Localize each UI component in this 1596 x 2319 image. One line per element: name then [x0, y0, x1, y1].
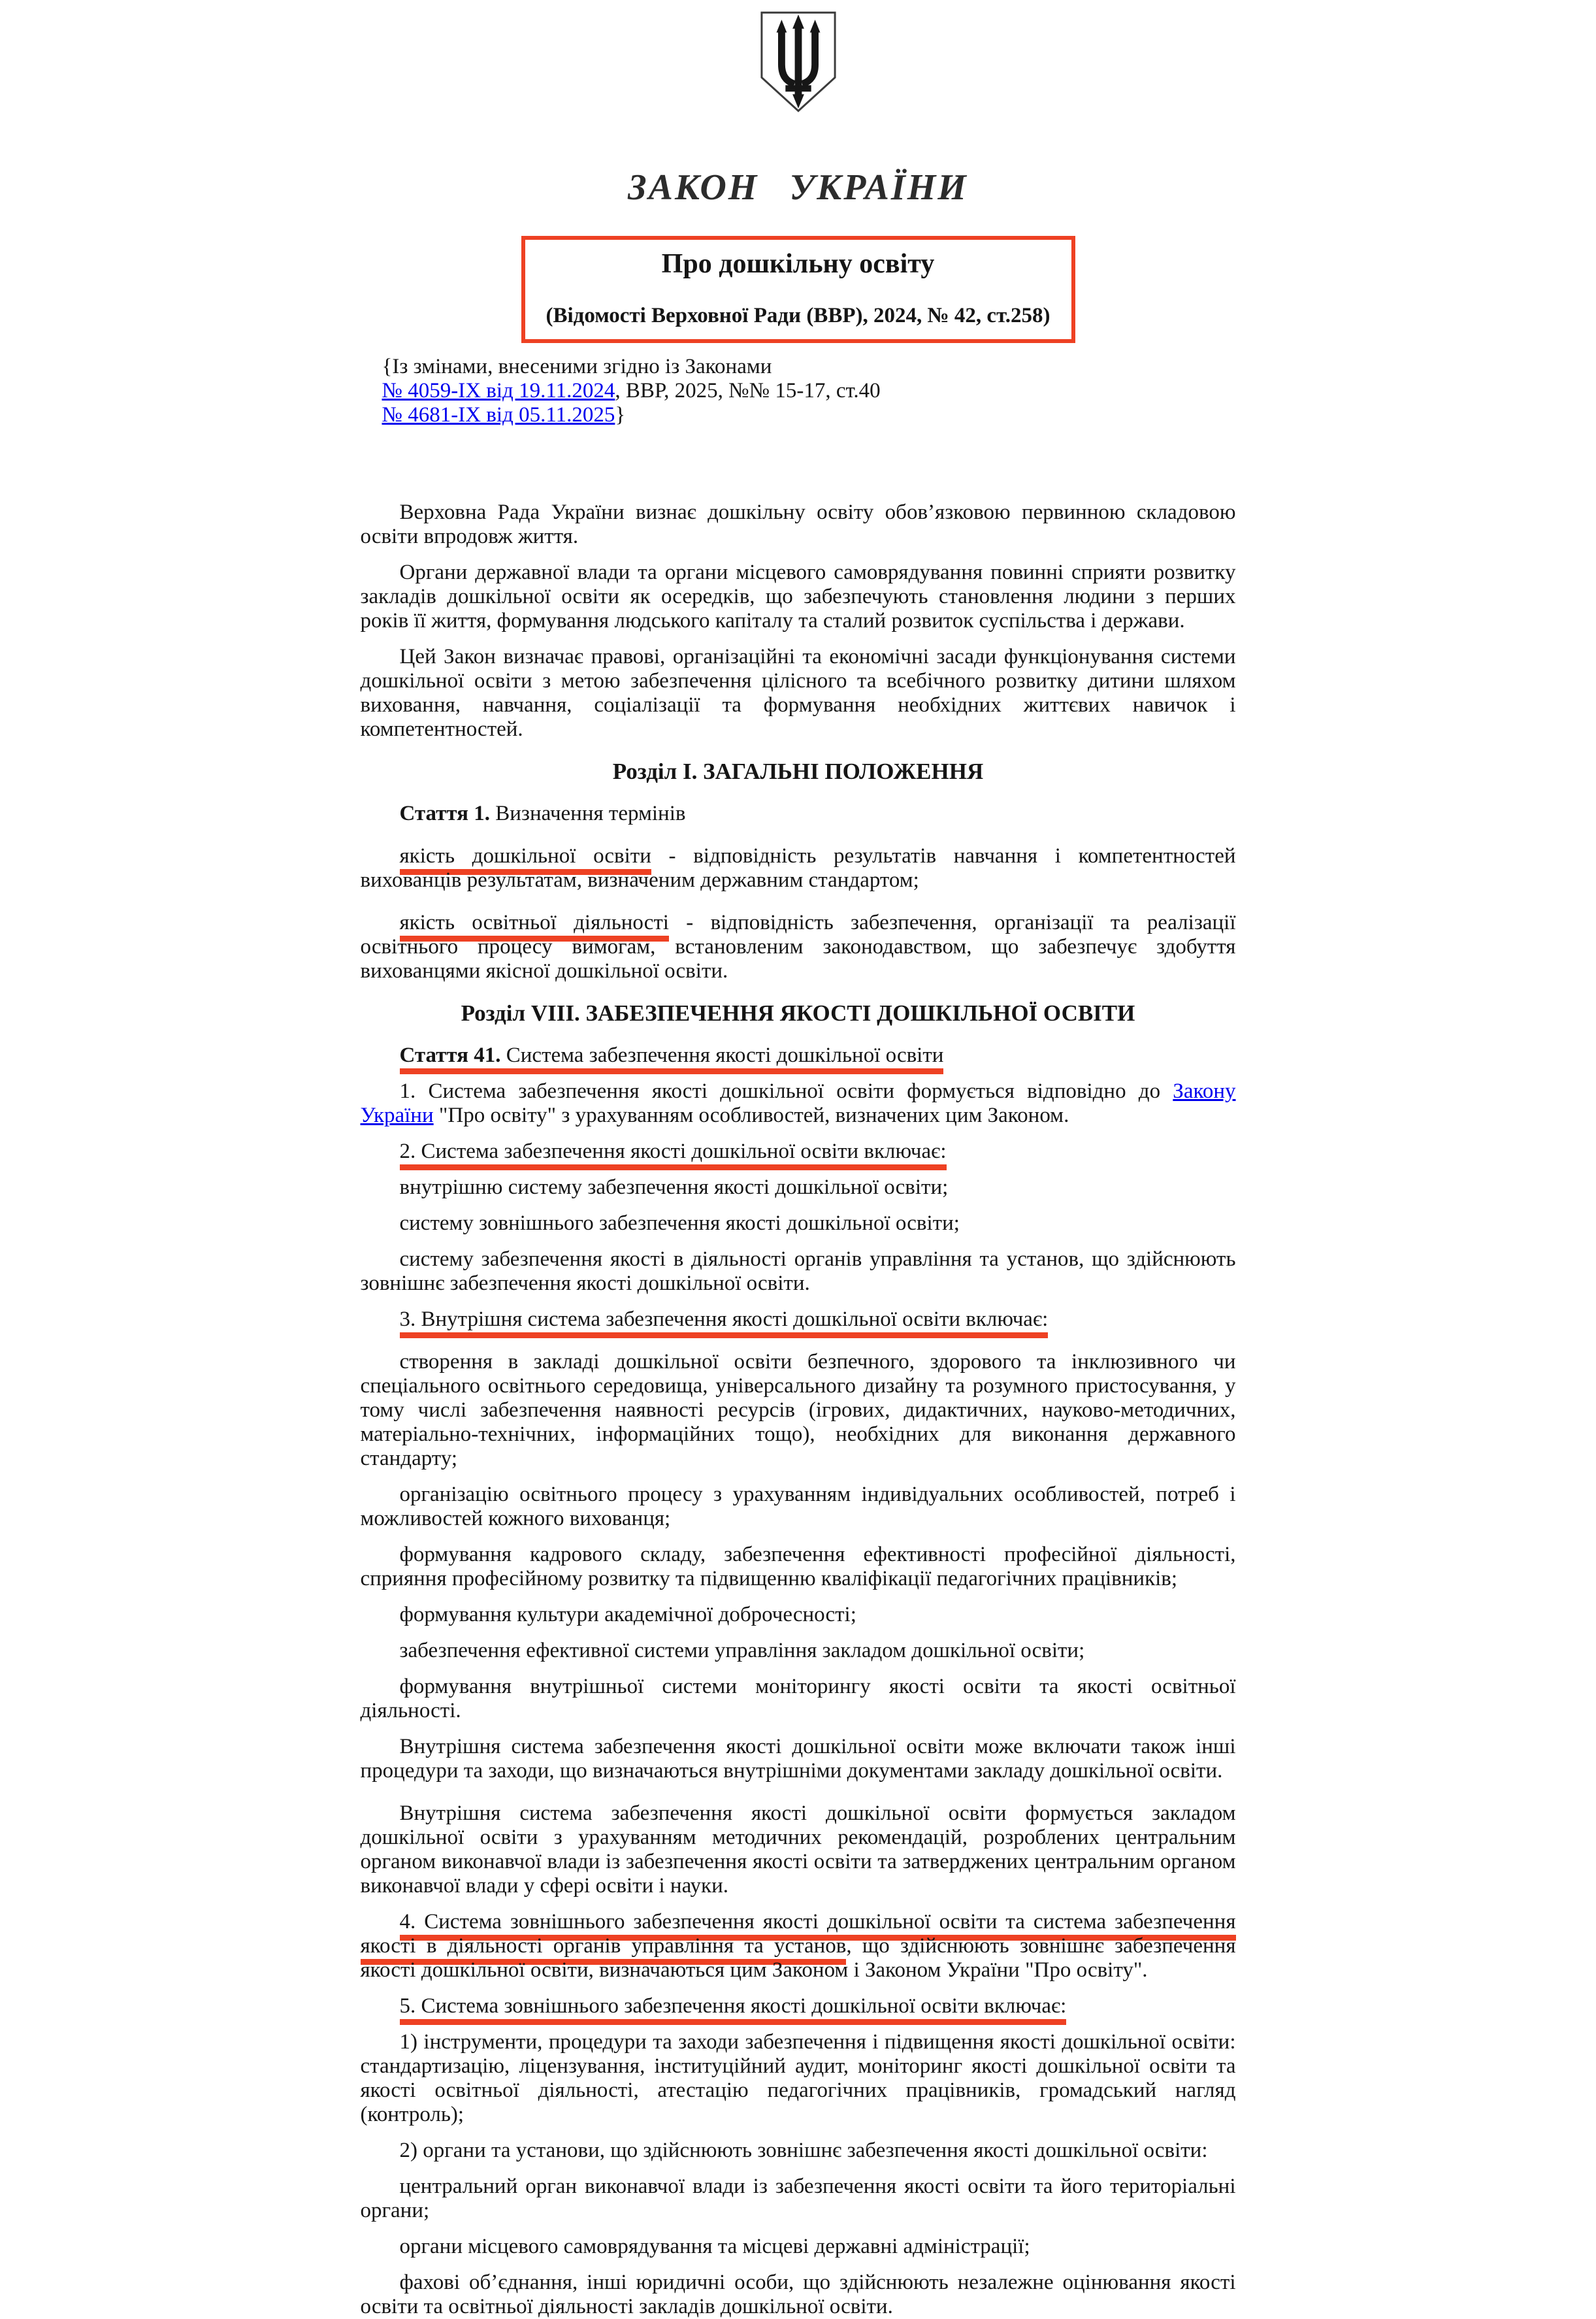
list-item: органи місцевого самоврядування та місцеві державні адміністрації;: [399, 2235, 1030, 2258]
preamble-paragraph-1: Верховна Рада України визнає дошкільну освіту обов’язковою первинною складовою освіти впродовж життя.: [360, 501, 1236, 548]
list-item: формування внутрішньої системи моніторингу якості освіти та якості освітньої діяльності.: [360, 1675, 1236, 1722]
list-item: фахові об’єднання, інші юридичні особи, що здійснюють незалежне оцінювання якості освіти та освітньої діяльності закладів дошкільної освіти.: [360, 2271, 1236, 2318]
amendment-law-rest-2: }: [615, 403, 626, 427]
article-41-paragraph-6: [361, 1910, 1236, 1982]
red-underline-annotation: 4. Система зовнішнього забезпечення якості дошкільної освіти та система забезпечення: [400, 1910, 1236, 1941]
red-underline-annotation: 5. Система зовнішнього забезпечення якості дошкільної освіти включає:: [400, 1994, 1067, 2025]
coat-of-arms: [361, 10, 1236, 120]
list-item: систему забезпечення якості в діяльності органів управління та установ, що здійснюють зовнішнє забезпечення якості дошкільної освіти.: [360, 1247, 1236, 1295]
definition-2-text: - відповідність забезпечення, організації та реалізації освітнього процесу вимогам, встановленим законодавством, що забезпечує здобуття вихованцями якісної дошкільної освіти.: [360, 911, 1236, 983]
article-41-paragraph-4: Внутрішня система забезпечення якості дошкільної освіти може включати також інші процедури та заходи, що визначаються внутрішніми документами закладу дошкільної освіти.: [360, 1735, 1236, 1783]
amendments-intro: {Із змінами, внесеними згідно із Законами: [382, 355, 772, 378]
paragraph-text: 1. Система забезпечення якості дошкільної освіти формується відповідно до: [399, 1079, 1173, 1103]
list-item: 2) органи та установи, що здійснюють зовнішнє забезпечення якості дошкільної освіти:: [399, 2139, 1208, 2162]
list-item: організацію освітнього процесу з урахуванням індивідуальних особливостей, потреб і можливостей кожного вихованця;: [360, 1483, 1236, 1530]
paragraph-text: , що здійснюють зовнішнє забезпечення якості дошкільної освіти, визначаються цим Законом і Законом України "Про освіту".: [360, 1934, 1236, 1982]
article-41-paragraph-3: [361, 1308, 1236, 1332]
paragraph-text: "Про освіту" з урахуванням особливостей, визначених цим Законом.: [433, 1104, 1069, 1127]
red-underline-annotation: 3. Внутрішня система забезпечення якості дошкільної освіти включає:: [400, 1308, 1049, 1338]
definition-2: [361, 911, 1236, 983]
gazette-reference: (Відомості Верховної Ради (ВВР), 2024, № 42, ст.258): [546, 304, 1050, 327]
preamble-paragraph-2: Органи державної влади та органи місцевого самоврядування повинні сприяти розвитку закладів дошкільної освіти як осередків, що забезпечують становлення людини з перших років її життя, формування людського капіталу та сталий розвиток суспільства і держави.: [360, 561, 1236, 633]
amendment-law-link-2[interactable]: № 4681-IX від 05.11.2025: [382, 403, 615, 427]
article-1-label: Стаття 1.: [399, 802, 490, 825]
list-item: систему зовнішнього забезпечення якості дошкільної освіти;: [399, 1211, 960, 1235]
amendments-block: [382, 355, 1236, 427]
law-on-education-link[interactable]: Закону України: [360, 1079, 1236, 1127]
amendment-line-2: [382, 403, 1236, 427]
document-page: [361, 10, 1236, 2319]
article-41-paragraph-5: Внутрішня система забезпечення якості дошкільної освіти формується закладом дошкільної освіти з урахуванням методичних рекомендацій, розроблених центральним органом виконавчої влади із забезпечення якості освіти та затверджених центральним органом виконавчої влади у сфері освіти і науки.: [360, 1801, 1236, 1898]
list-item: забезпечення ефективної системи управління закладом дошкільної освіти;: [399, 1639, 1085, 1662]
list-item: 1) інструменти, процедури та заходи забезпечення і підвищення якості дошкільної освіти: стандартизацію, ліцензування, інституційний аудит, моніторинг якості дошкільної освіти та якості освітньої діяльності, атестацію педагогічних працівників, громадський нагляд (контроль);: [360, 2030, 1236, 2126]
amendment-line-1: [382, 379, 1236, 403]
list-item: центральний орган виконавчої влади із забезпечення якості освіти та його територіальні органи;: [360, 2175, 1236, 2222]
section-1-heading: Розділ I. ЗАГАЛЬНІ ПОЛОЖЕННЯ: [612, 759, 984, 784]
article-41-title: Система забезпечення якості дошкільної освіти: [500, 1044, 944, 1067]
article-1-line: [361, 802, 1236, 826]
list-item: створення в закладі дошкільної освіти безпечного, здорового та інклюзивного чи спеціального освітнього середовища, універсального дизайну та розумного пристосування, у тому числі забезпечення наявності ресурсів (ігрових, дидактичних, науково-методичних, матеріально-технічних, інформаційних тощо), необхідних для виконання державного стандарту;: [360, 1350, 1236, 1470]
highlight-box-annotation: [521, 236, 1075, 343]
article-1-title: Визначення термінів: [490, 802, 686, 825]
article-41-paragraph-1: [361, 1079, 1236, 1128]
article-41-line: [361, 1044, 1236, 1068]
article-41-paragraph-2: [361, 1140, 1236, 1164]
amendment-law-rest-1: , ВВР, 2025, №№ 15-17, ст.40: [615, 379, 881, 403]
list-item: внутрішню систему забезпечення якості дошкільної освіти;: [399, 1176, 949, 1199]
list-item: формування культури академічної доброчесності;: [399, 1603, 856, 1626]
red-underline-annotation: якість освітньої діяльності: [400, 911, 669, 942]
red-underline-annotation: [400, 1044, 944, 1074]
definition-1-text: - відповідність результатів навчання і компетентностей вихованців результатам, визначеним державним стандартом;: [360, 844, 1236, 892]
red-underline-annotation: 2. Система забезпечення якості дошкільної освіти включає:: [400, 1140, 947, 1170]
tryzub-icon: [758, 10, 838, 114]
article-41-paragraph-7: [361, 1994, 1236, 2018]
preamble-paragraph-3: Цей Закон визначає правові, організаційні та економічні засади функціонування системи дошкільної освіти з метою забезпечення цілісного та всебічного розвитку дитини шляхом виховання, навчання, соціалізації та формування необхідних життєвих навичок і компетентностей.: [360, 645, 1236, 741]
red-underline-annotation: якість дошкільної освіти: [400, 844, 651, 875]
law-type-title: ЗАКОН УКРАЇНИ: [628, 167, 968, 208]
list-item: формування кадрового складу, забезпечення ефективності професійної діяльності, сприяння професійному розвитку та підвищенню кваліфікації педагогічних працівників;: [360, 1543, 1236, 1590]
article-41-label: Стаття 41.: [399, 1044, 501, 1067]
definition-1: [361, 844, 1236, 893]
red-underline-annotation: якості в діяльності органів управління та установ: [361, 1934, 847, 1965]
amendment-law-link-1[interactable]: № 4059-IX від 19.11.2024: [382, 379, 615, 403]
section-8-heading: Розділ VIII. ЗАБЕЗПЕЧЕННЯ ЯКОСТІ ДОШКІЛЬНОЇ ОСВІТИ: [461, 1000, 1135, 1026]
document-title: Про дошкільну освіту: [661, 249, 935, 279]
